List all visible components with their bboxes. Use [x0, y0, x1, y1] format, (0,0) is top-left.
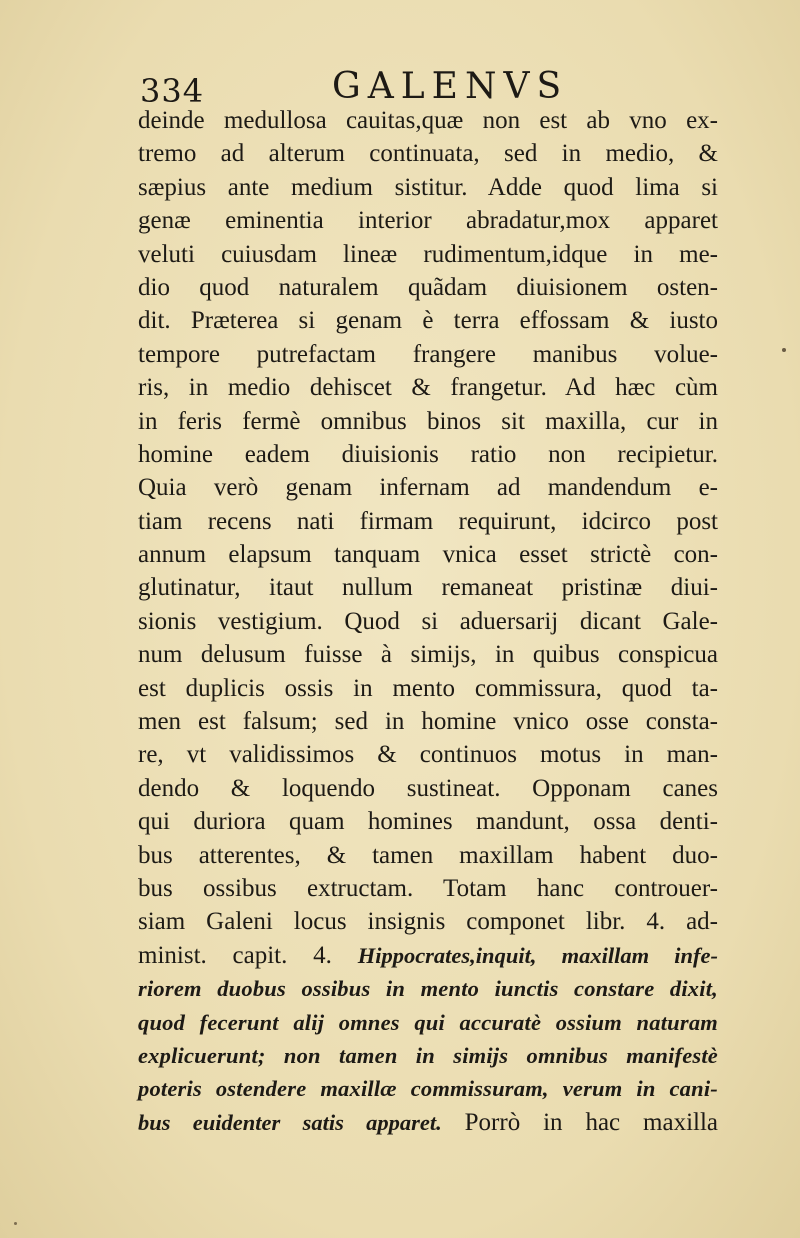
text-line: num delusum fuisse à simijs, in quibus conspicua	[138, 641, 718, 669]
page-number: 334	[140, 72, 205, 110]
text-line: Quia verò genam infernam ad mandendum e-	[138, 474, 718, 502]
text-line: dendo & loquendo sustineat. Opponam canes	[138, 774, 718, 802]
text-line: deinde medullosa cauitas,quæ non est ab vno ex-	[138, 107, 718, 134]
text-line: bus atterentes, & tamen maxillam habent duo-	[138, 841, 718, 869]
running-head: GALENVS	[332, 66, 569, 107]
text-line: veluti cuiusdam lineæ rudimentum,idque in me-	[138, 240, 718, 268]
text-line-mixed	[138, 1106, 718, 1139]
text-roman-segment: minist. capit. 4.	[138, 941, 332, 969]
text-line: est duplicis ossis in mento commissura, quod ta-	[138, 674, 718, 702]
page-header	[140, 62, 660, 110]
text-line: glutinatur, itaut nullum remaneat pristinæ diui-	[138, 574, 718, 602]
quotation-italic-segment: Hippocrates,inquit, maxillam infe-	[357, 942, 718, 968]
text-line: siam Galeni locus insignis componet libr. 4. ad-	[138, 908, 718, 936]
quotation-line: quod fecerunt alij omnes qui accuratè ossium naturam	[138, 1009, 718, 1035]
text-line: sionis vestigium. Quod si aduersarij dicant Gale-	[138, 607, 718, 635]
text-line: re, vt validissimos & continuos motus in man-	[138, 741, 718, 769]
text-line: annum elapsum tanquam vnica esset strictè con-	[138, 541, 718, 569]
text-line: tempore putrefactam frangere manibus volue-	[138, 340, 718, 368]
text-line: dio quod naturalem quãdam diuisionem osten-	[138, 273, 718, 301]
margin-ink-speck	[782, 348, 786, 352]
text-line: tiam recens nati firmam requirunt, idcirco post	[138, 507, 718, 535]
text-line-mixed	[138, 939, 718, 972]
margin-ink-speck	[14, 1222, 17, 1225]
text-line: in feris fermè omnibus binos sit maxilla, cur in	[138, 407, 718, 435]
text-line: homine eadem diuisionis ratio non recipietur.	[138, 440, 718, 468]
text-line: tremo ad alterum continuata, sed in medio, &	[138, 140, 718, 168]
body-text	[138, 104, 718, 1139]
quotation-line: explicuerunt; non tamen in simijs omnibus manifestè	[138, 1042, 718, 1068]
text-line: sæpius ante medium sistitur. Adde quod lima si	[138, 173, 718, 201]
text-line: bus ossibus extructam. Totam hanc controuer-	[138, 874, 718, 902]
text-line: men est falsum; sed in homine vnico osse consta-	[138, 708, 718, 736]
quotation-line: poteris ostendere maxillæ commissuram, verum in cani-	[138, 1076, 718, 1102]
text-line: dit. Præterea si genam è terra effossam & iusto	[138, 307, 718, 335]
quotation-italic-segment: bus euidenter satis apparet.	[138, 1109, 442, 1135]
text-line: ris, in medio dehiscet & frangetur. Ad hæc cùm	[138, 374, 718, 402]
quotation-line: riorem duobus ossibus in mento iunctis constare dixit,	[138, 976, 718, 1002]
text-line: genæ eminentia interior abradatur,mox apparet	[138, 207, 718, 235]
text-line: qui duriora quam homines mandunt, ossa denti-	[138, 808, 718, 836]
text-roman-segment: Porrò in hac maxilla	[464, 1108, 719, 1136]
